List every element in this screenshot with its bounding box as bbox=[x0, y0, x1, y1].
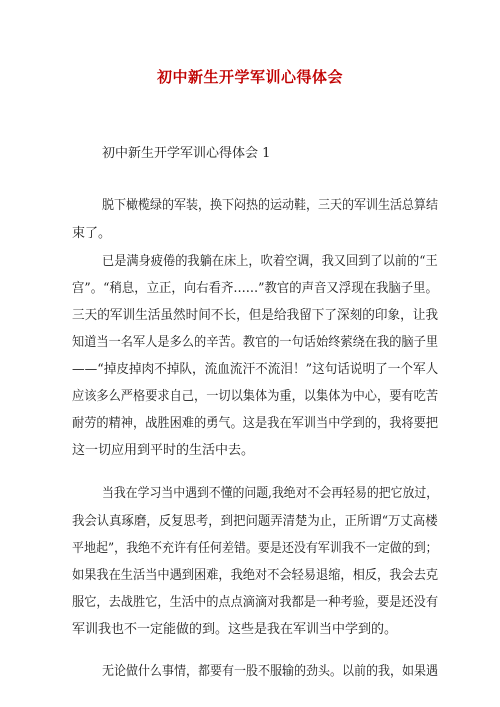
body-line: 服它，去战胜它，生活中的点点滴滴对我都是一种考验，要是还没有 bbox=[72, 595, 439, 610]
document-title: 初中新生开学军训心得体会 bbox=[156, 68, 343, 86]
body-line: 耐劳的精神，战胜困难的勇气。这是我在军训当中学到的，我将要把 bbox=[72, 416, 439, 431]
body-line: 当我在学习当中遇到不懂的问题,我绝对不会再轻易的把它放过， bbox=[102, 486, 439, 501]
body-line: 宫”。“稍息，立正，向右看齐……”教官的声音又浮现在我脑子里。 bbox=[72, 281, 438, 296]
body-line: 如果我在生活当中遇到困难，我绝对不会轻易退缩，相反，我会去克 bbox=[72, 568, 439, 583]
body-line: 我会认真琢磨，反复思考，到把问题弄清楚为止，正所谓“万丈高楼 bbox=[72, 514, 438, 529]
body-line: 平地起”，我绝不充许有任何差错。要是还没有军训我不一定做的到； bbox=[72, 541, 438, 556]
section-heading: 初中新生开学军训心得体会 1 bbox=[102, 146, 271, 161]
body-line: 三天的军训生活虽然时间不长，但是给我留下了深刻的印象，让我 bbox=[72, 308, 439, 323]
body-line: ——“掉皮掉肉不掉队，流血流汗不流泪！”这句话说明了一个军人 bbox=[72, 362, 439, 377]
body-line: 知道当一名军人是多么的辛苦。教官的一句话始终萦绕在我的脑子里 bbox=[72, 335, 439, 350]
body-line: 已是满身疲倦的我躺在床上，吹着空调，我又回到了以前的“王 bbox=[102, 254, 438, 269]
body-line: 脱下橄榄绿的军装，换下闷热的运动鞋，三天的军训生活总算结 bbox=[102, 198, 439, 213]
body-line: 这一切应用到平时的生活中去。 bbox=[72, 443, 255, 458]
body-line: 束了。 bbox=[72, 226, 112, 241]
body-line: 军训我也不一定能做的到。这些是我在军训当中学到的。 bbox=[72, 622, 398, 637]
body-line: 应该多么严格要求自己，一切以集体为重，以集体为中心，要有吃苦 bbox=[72, 389, 439, 404]
body-line: 无论做什么事情，都要有一股不服输的劲头。以前的我，如果遇 bbox=[102, 664, 439, 679]
